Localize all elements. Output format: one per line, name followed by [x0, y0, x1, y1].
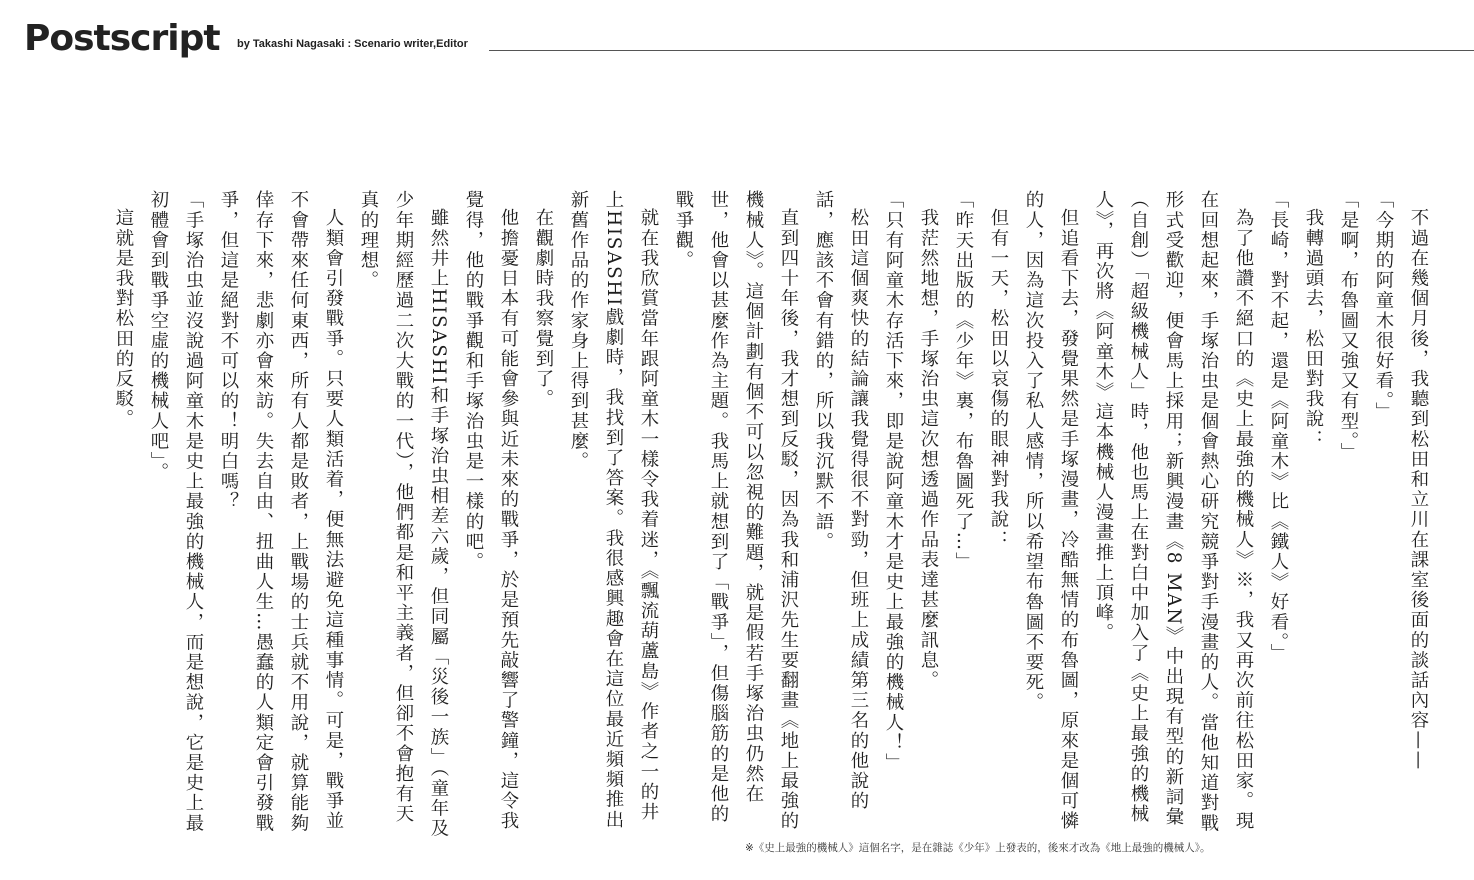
header-rule	[489, 50, 1474, 51]
paragraph: 在觀劇時我察覺到了。	[533, 208, 554, 410]
paragraph: 他擔憂日本有可能會參與近未來的戰爭，於是預先敲響了警鐘，這令我覺得，他的戰爭觀和手塚治虫是一樣的吧。	[463, 190, 519, 832]
paragraph: 人類會引發戰爭。只要人類活着，便無法避免這種事情。可是，戰爭並不會帶來任何東西，所有人都是敗者，上戰場的士兵就不用說，就算能夠倖存下來，悲劇亦會來訪。失去自由、扭曲人生…愚蠢的人類定會引發戰爭，但這是絕對不可以的！明白嗎？	[218, 190, 344, 834]
paragraph: 雖然井上HISASHI和手塚治虫相差六歲，但同屬「災後一族」（童年及少年期經歷過二次大戰的一代），他們都是和平主義者，但卻不會抱有天真的理想。	[358, 190, 449, 839]
paragraph: 「昨天出版的《少年》裏，布魯圖死了…」	[953, 190, 974, 572]
paragraph: 這就是我對松田的反駁。	[113, 208, 134, 430]
footnote: ※《史上最強的機械人》這個名字，是在雜誌《少年》上發表的，後來才改為《地上最強的機械人》。	[745, 842, 1211, 854]
paragraph: 「長崎，對不起，還是《阿童木》比《鐵人》好看。」	[1268, 190, 1289, 664]
paragraph: 「只有阿童木存活下來，即是說阿童木才是史上最強的機械人！」	[883, 190, 904, 773]
paragraph: 但有一天，松田以哀傷的眼神對我說：	[988, 208, 1009, 551]
paragraph: 「手塚治虫並沒說過阿童木是史上最強的機械人，而是想說，它是史上最初體會到戰爭空虛的機械人吧」。	[148, 190, 204, 834]
paragraph: 我轉過頭去，松田對我說：	[1303, 208, 1324, 450]
paragraph: 「是啊，布魯圖又強又有型。」	[1338, 190, 1359, 463]
article-body	[22, 190, 1436, 840]
paragraph: 松田這個爽快的結論讓我覺得很不對勁，但班上成績第三名的他說的話，應該不會有錯的，所以我沉默不語。	[813, 190, 869, 812]
paragraph: 就在我欣賞當年跟阿童木一樣令我着迷，《飄流葫蘆島》作者之一的井上HISASHI戲劇時，我找到了答案。我很感興趣會在這位最近頻頻推出新舊作品的作家身上得到甚麼。	[568, 190, 659, 830]
paragraph: 為了他讚不絕口的《史上最強的機械人》※，我又再次前往松田家。現在回想起來，手塚治虫是個會熱心研究競爭對手漫畫的人。當他知道對戰形式受歡迎，便會馬上採用；新興漫畫《8 MAN》中出現有型的新詞彙（自創）「超級機械人」時，他也馬上在對白中加入了《史上最強的機械人》，再次將《阿童木》這本機械人漫畫推上頂峰。	[1093, 190, 1254, 834]
paragraph: 不過在幾個月後，我聽到松田和立川在課室後面的談話內容——	[1408, 208, 1429, 772]
paragraph: 但追看下去，發覺果然是手塚漫畫，冷酷無情的布魯圖，原來是個可憐的人，因為這次投入了私人感情，所以希望布魯圖不要死。	[1023, 190, 1079, 832]
author-byline: by Takashi Nagasaki : Scenario writer,Editor	[237, 38, 468, 50]
page-title: Postscript	[24, 18, 220, 59]
page-header	[24, 18, 1474, 60]
paragraph: 「今期的阿童木很好看。」	[1373, 190, 1394, 422]
paragraph: 直到四十年後，我才想到反駁，因為我和浦沢先生要翻畫《地上最強的機械人》。這個計劃有個不可以忽視的難題，就是假若手塚治虫仍然在世，他會以甚麼作為主題。我馬上就想到了「戰爭」，但傷腦筋的是他的戰爭觀。	[673, 190, 799, 832]
paragraph: 我茫然地想，手塚治虫這次想透過作品表達甚麼訊息。	[918, 208, 939, 691]
